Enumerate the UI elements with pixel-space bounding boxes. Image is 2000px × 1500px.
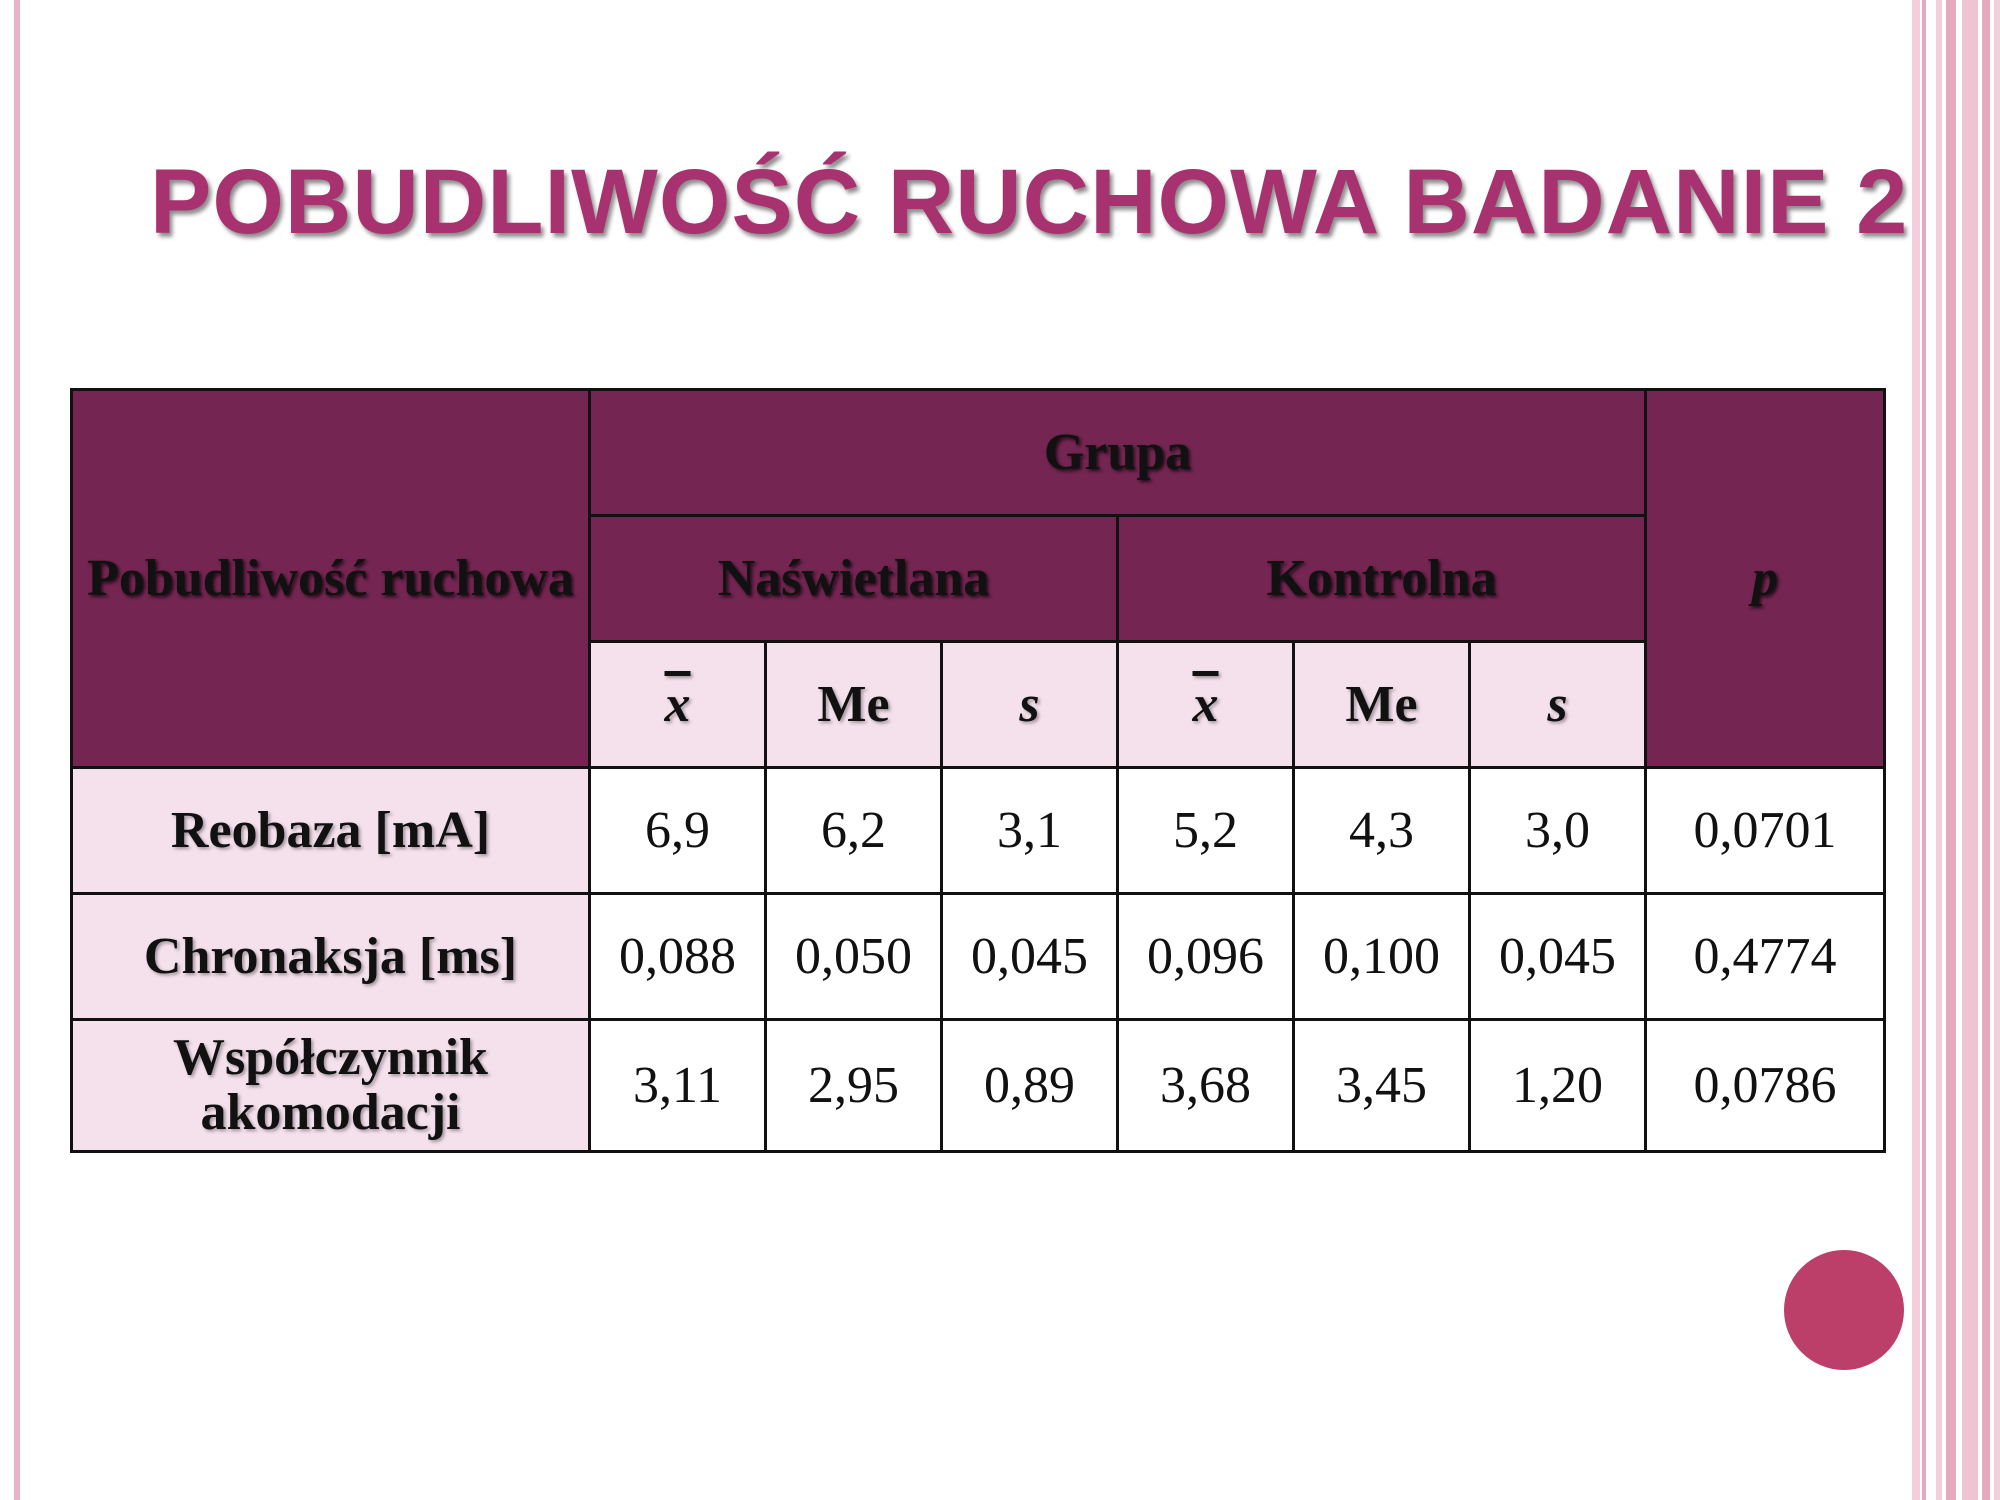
table-row <box>72 1020 1885 1152</box>
value-cell: 3,0 <box>1470 768 1646 894</box>
stat-header-mean: $\overline{x}$ <box>1118 642 1294 768</box>
p-value-cell: 0,4774 <box>1646 894 1885 1020</box>
stat-header-mean: $\overline{x}$ <box>590 642 766 768</box>
right-decorative-stripes <box>1912 0 2000 1500</box>
slide-title: POBUDLIWOŚĆ RUCHOWA BADANIE 2 <box>150 151 1909 253</box>
value-cell: 3,68 <box>1118 1020 1294 1152</box>
p-value-cell: 0,0786 <box>1646 1020 1885 1152</box>
value-cell: 2,95 <box>766 1020 942 1152</box>
value-cell: 0,050 <box>766 894 942 1020</box>
stat-header-sd: s <box>942 642 1118 768</box>
value-cell: 0,89 <box>942 1020 1118 1152</box>
stat-header-median: Me <box>1294 642 1470 768</box>
p-value-cell: 0,0701 <box>1646 768 1885 894</box>
value-cell: 3,1 <box>942 768 1118 894</box>
value-cell: 4,3 <box>1294 768 1470 894</box>
value-cell: 6,2 <box>766 768 942 894</box>
value-cell: 0,088 <box>590 894 766 1020</box>
group-naswietlana-header: Naświetlana <box>590 516 1118 642</box>
stat-header-median: Me <box>766 642 942 768</box>
left-decorative-stripe <box>14 0 20 1500</box>
row-label: Chronaksja [ms] <box>72 894 590 1020</box>
value-cell: 0,045 <box>1470 894 1646 1020</box>
value-cell: 6,9 <box>590 768 766 894</box>
results-table <box>70 388 1886 1153</box>
p-header-cell: p <box>1646 390 1885 768</box>
value-cell: 3,11 <box>590 1020 766 1152</box>
value-cell: 1,20 <box>1470 1020 1646 1152</box>
row-header-cell: Pobudliwość ruchowa <box>72 390 590 768</box>
stat-header-sd: s <box>1470 642 1646 768</box>
table-row <box>72 894 1885 1020</box>
value-cell: 0,100 <box>1294 894 1470 1020</box>
value-cell: 3,45 <box>1294 1020 1470 1152</box>
value-cell: 5,2 <box>1118 768 1294 894</box>
group-header-cell: Grupa <box>590 390 1646 516</box>
row-label: Współczynnik akomodacji <box>72 1020 590 1152</box>
value-cell: 0,045 <box>942 894 1118 1020</box>
row-label: Reobaza [mA] <box>72 768 590 894</box>
table-row <box>72 768 1885 894</box>
group-kontrolna-header: Kontrolna <box>1118 516 1646 642</box>
decorative-circle <box>1784 1250 1904 1370</box>
value-cell: 0,096 <box>1118 894 1294 1020</box>
